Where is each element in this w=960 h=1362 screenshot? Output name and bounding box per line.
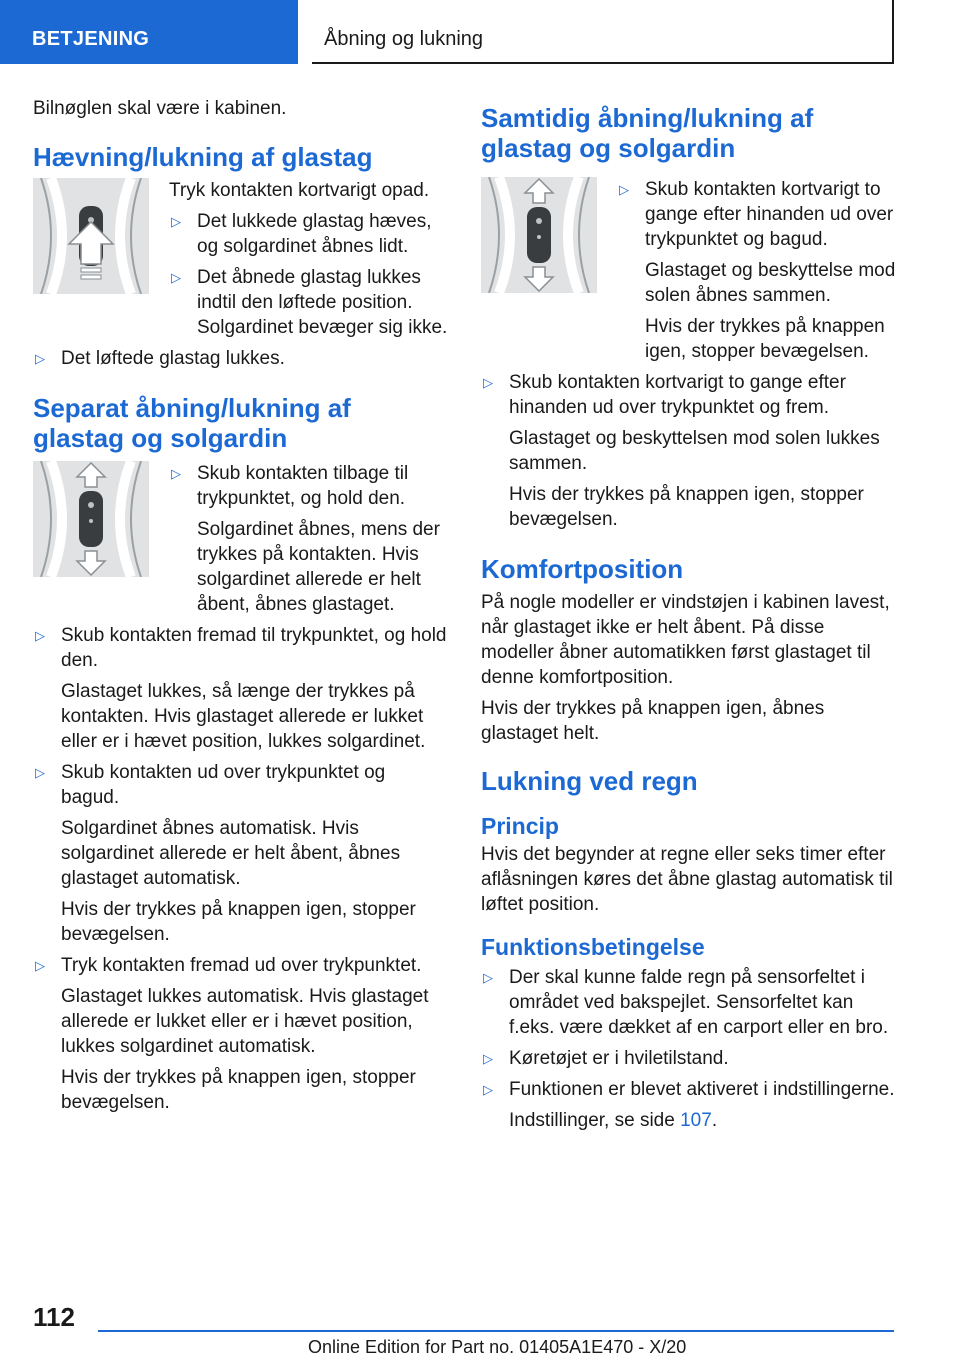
list-item [169, 461, 448, 617]
triangle-right-icon: ▷ [35, 628, 45, 643]
roof-switch-up-image [33, 178, 149, 294]
raise-instruction: Tryk kontakten kortvarigt opad. [169, 180, 430, 201]
right-column [481, 103, 901, 1133]
settings-reference-suffix: . [711, 1110, 718, 1131]
list-item-text: Skub kontakten tilbage til trykpunktet, og hold den. [197, 463, 409, 509]
list-item-note: Glastaget lukkes, så længe der trykkes på kontakten. Hvis glastaget allerede er lukket eller er i hævet position, lukkes solgardinet. [61, 681, 426, 752]
comfort-text-2: Hvis der trykkes på knappen igen, åbnes glastaget helt. [481, 698, 825, 744]
list-item-text: Skub kontakten ud over trykpunktet og bagud. [61, 762, 386, 808]
triangle-right-icon: ▷ [171, 214, 181, 229]
settings-reference [509, 1108, 901, 1133]
list-item [481, 1077, 901, 1133]
heading-principle: Princip [481, 813, 559, 839]
list-item-note: Hvis der trykkes på knappen igen, stopper bevægelsen. [645, 316, 885, 362]
triangle-right-icon: ▷ [483, 375, 493, 390]
heading-simultaneous: Samtidig åbning/lukning af glastag og solgardin [481, 103, 814, 163]
triangle-right-icon: ▷ [35, 958, 45, 973]
list-item-note: Solgardinet åbnes, mens der trykkes på kontakten. Hvis solgardinet allerede er helt åbent, åbnes glastaget. [197, 519, 440, 615]
list-item-note: Hvis der trykkes på knappen igen, stopper bevægelsen. [61, 899, 416, 945]
triangle-right-icon: ▷ [35, 351, 45, 366]
triangle-right-icon: ▷ [619, 182, 629, 197]
list-item [33, 953, 448, 1115]
heading-raise: Hævning/lukning af glastag [33, 142, 373, 172]
settings-reference-prefix: Indstillinger, se side [509, 1110, 675, 1131]
heading-separate: Separat åbning/lukning af glastag og solgardin [33, 393, 351, 453]
header-section-tab [0, 0, 298, 64]
triangle-right-icon: ▷ [483, 1051, 493, 1066]
triangle-right-icon: ▷ [483, 1082, 493, 1097]
footer-divider [98, 1330, 894, 1332]
intro-text: Bilnøglen skal være i kabinen. [33, 98, 287, 119]
header-title: Åbning og lukning [324, 28, 484, 50]
triangle-right-icon: ▷ [171, 466, 181, 481]
list-item [481, 1046, 901, 1071]
principle-text: Hvis det begynder at regne eller seks timer efter aflåsningen køres det åbne glastag automatisk til løftet position. [481, 844, 893, 915]
list-item-text: Der skal kunne falde regn på sensorfeltet i området ved bakspejlet. Sensorfeltet kan f.eks. være dækket af en carport eller en bro. [509, 967, 889, 1038]
list-item [33, 760, 448, 947]
list-item-text: Det løftede glastag lukkes. [61, 348, 285, 369]
triangle-right-icon: ▷ [483, 970, 493, 985]
list-item-text: Skub kontakten fremad til trykpunktet, og hold den. [61, 625, 447, 671]
list-item-text: Det åbnede glastag lukkes indtil den løftede position. Solgardinet bevæger sig ikke. [197, 267, 448, 338]
header-section-label: BETJENING [32, 28, 150, 50]
list-item-note: Solgardinet åbnes automatisk. Hvis solgardinet allerede er helt åbent, åbnes glastaget automatisk. [61, 818, 401, 889]
list-item [481, 965, 901, 1040]
list-item-text: Skub kontakten kortvarigt to gange efter hinanden ud over trykpunktet og frem. [509, 372, 846, 418]
roof-switch-image [481, 177, 597, 293]
footer-edition: Online Edition for Part no. 01405A1E470 - X/20 [308, 1337, 687, 1357]
page-number: 112 [33, 1302, 75, 1332]
left-column [33, 96, 448, 1115]
heading-rain: Lukning ved regn [481, 766, 698, 796]
list-item-note: Glastaget og beskyttelsen mod solen lukkes sammen. [509, 428, 880, 474]
list-item-note: Glastaget og beskyttelse mod solen åbnes sammen. [645, 260, 896, 306]
comfort-text: På nogle modeller er vindstøjen i kabinen lavest, når glastaget ikke er helt åbent. På disse modeller åbner automatikken først glastaget til denne komfortposition. [481, 592, 890, 688]
settings-page-link[interactable]: 107 [680, 1110, 712, 1131]
simultaneous-block [481, 177, 901, 364]
list-item-text: Funktionen er blevet aktiveret i indstillingerne. [509, 1079, 895, 1100]
triangle-right-icon: ▷ [171, 270, 181, 285]
list-item [33, 623, 448, 754]
list-item [169, 265, 448, 340]
list-item-text: Tryk kontakten fremad ud over trykpunktet. [61, 955, 422, 976]
list-item-note: Hvis der trykkes på knappen igen, stopper bevægelsen. [509, 484, 864, 530]
list-item-text: Det lukkede glastag hæves, og solgardinet åbnes lidt. [197, 211, 432, 257]
list-item-note: Hvis der trykkes på knappen igen, stopper bevægelsen. [61, 1067, 416, 1113]
separate-block [33, 461, 448, 617]
list-item [617, 177, 901, 364]
list-item [481, 370, 901, 532]
list-item-note: Glastaget lukkes automatisk. Hvis glastaget allerede er lukket eller er i hævet position, lukkes solgardinet automatisk. [61, 986, 429, 1057]
raise-block [33, 178, 448, 340]
heading-comfort: Komfortposition [481, 554, 684, 584]
header-title-box [312, 0, 894, 64]
list-item-text: Skub kontakten kortvarigt to gange efter hinanden ud over trykpunktet og bagud. [645, 179, 894, 250]
list-item-text: Køretøjet er i hviletilstand. [509, 1048, 729, 1069]
list-item [33, 346, 448, 371]
heading-conditions: Funktionsbetingelse [481, 934, 705, 960]
roof-switch-image [33, 461, 149, 577]
triangle-right-icon: ▷ [35, 765, 45, 780]
list-item [169, 209, 448, 259]
